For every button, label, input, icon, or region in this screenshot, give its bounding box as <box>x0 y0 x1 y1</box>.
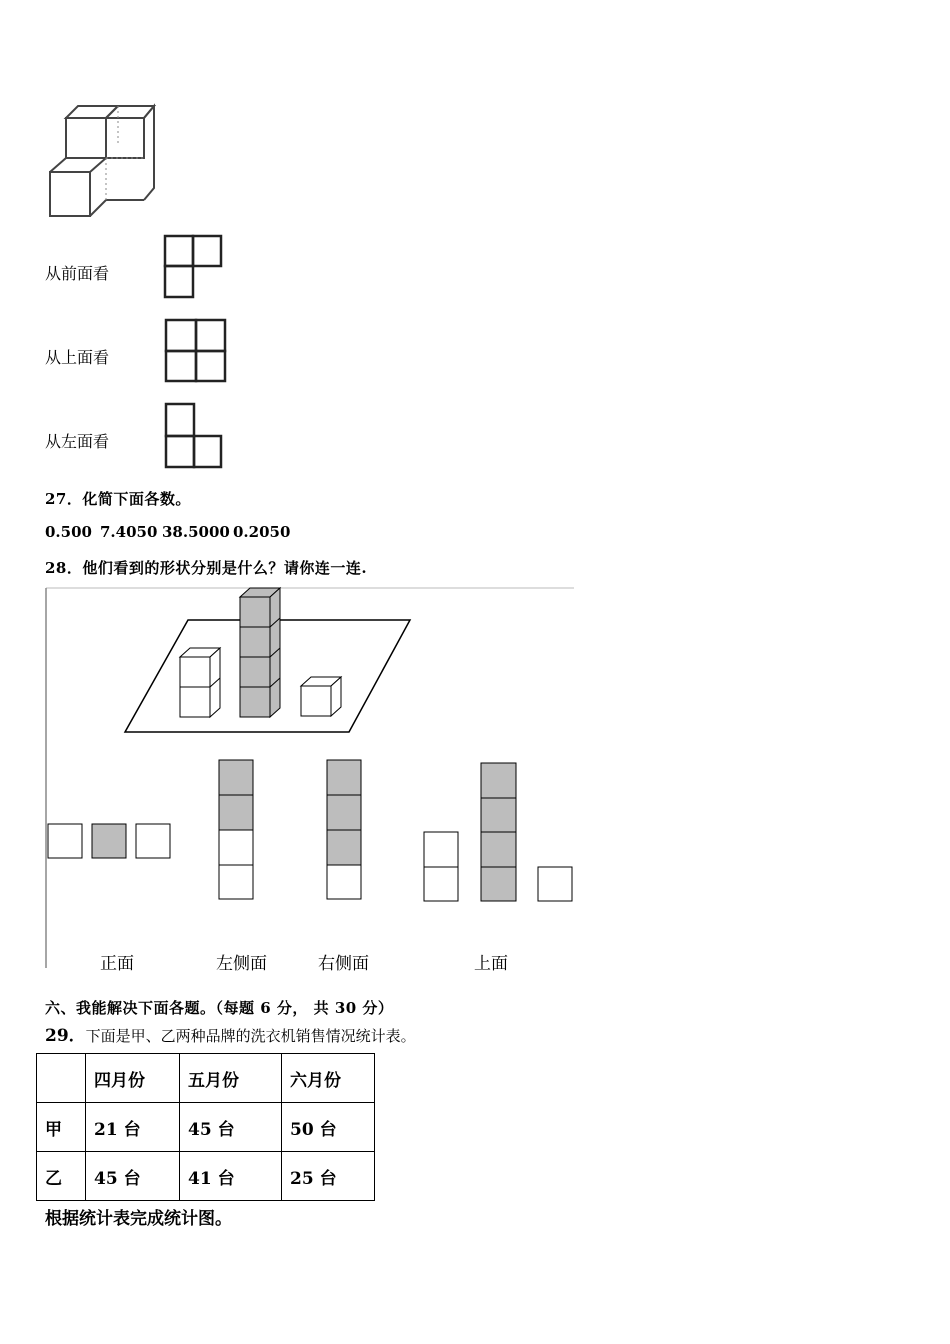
q27-title: 27．化简下面各数。 <box>45 490 191 508</box>
table-cell: 25 台 <box>282 1152 375 1201</box>
q29-instruction: 根据统计表完成统计图。 <box>45 1209 232 1229</box>
table-row <box>37 1152 375 1201</box>
top-view-shape <box>163 318 229 384</box>
table-cell: 41 台 <box>180 1152 282 1201</box>
q29-line <box>45 1021 416 1046</box>
front-view-shape <box>163 234 225 300</box>
view-label-top: 从上面看 <box>45 348 110 367</box>
q28-figure <box>44 586 576 972</box>
sales-table <box>36 1053 375 1201</box>
q27-number-4: 0.2050 <box>233 523 291 541</box>
table-header-cell <box>37 1054 86 1103</box>
q28-label-top: 上面 <box>474 954 508 974</box>
q28-label-right-side: 右侧面 <box>318 954 369 974</box>
table-header-cell: 五月份 <box>180 1054 282 1103</box>
q29-number: 29． <box>45 1026 86 1046</box>
q28-title: 28．他们看到的形状分别是什么？请你连一连. <box>45 559 368 577</box>
q27-number-3: 38.5000 <box>162 523 230 541</box>
table-header-row <box>37 1054 375 1103</box>
table-cell: 甲 <box>37 1103 86 1152</box>
section-6-title: 六、我能解决下面各题。（每题 6 分， 共 30 分） <box>45 999 394 1017</box>
table-row <box>37 1103 375 1152</box>
view-label-left: 从左面看 <box>45 432 110 451</box>
table-cell: 45 台 <box>86 1152 180 1201</box>
table-cell: 21 台 <box>86 1103 180 1152</box>
table-cell: 乙 <box>37 1152 86 1201</box>
left-view-shape <box>163 402 225 470</box>
q28-label-front: 正面 <box>100 954 134 974</box>
q27-number-2: 7.4050 <box>100 523 158 541</box>
table-header-cell: 四月份 <box>86 1054 180 1103</box>
cube-figure <box>44 100 160 220</box>
view-label-front: 从前面看 <box>45 264 110 283</box>
q28-label-left-side: 左侧面 <box>216 954 267 974</box>
table-cell: 50 台 <box>282 1103 375 1152</box>
q29-text: 下面是甲、乙两种品牌的洗衣机销售情况统计表。 <box>85 1027 416 1045</box>
table-header-cell: 六月份 <box>282 1054 375 1103</box>
q27-number-1: 0.500 <box>45 523 92 541</box>
table-cell: 45 台 <box>180 1103 282 1152</box>
